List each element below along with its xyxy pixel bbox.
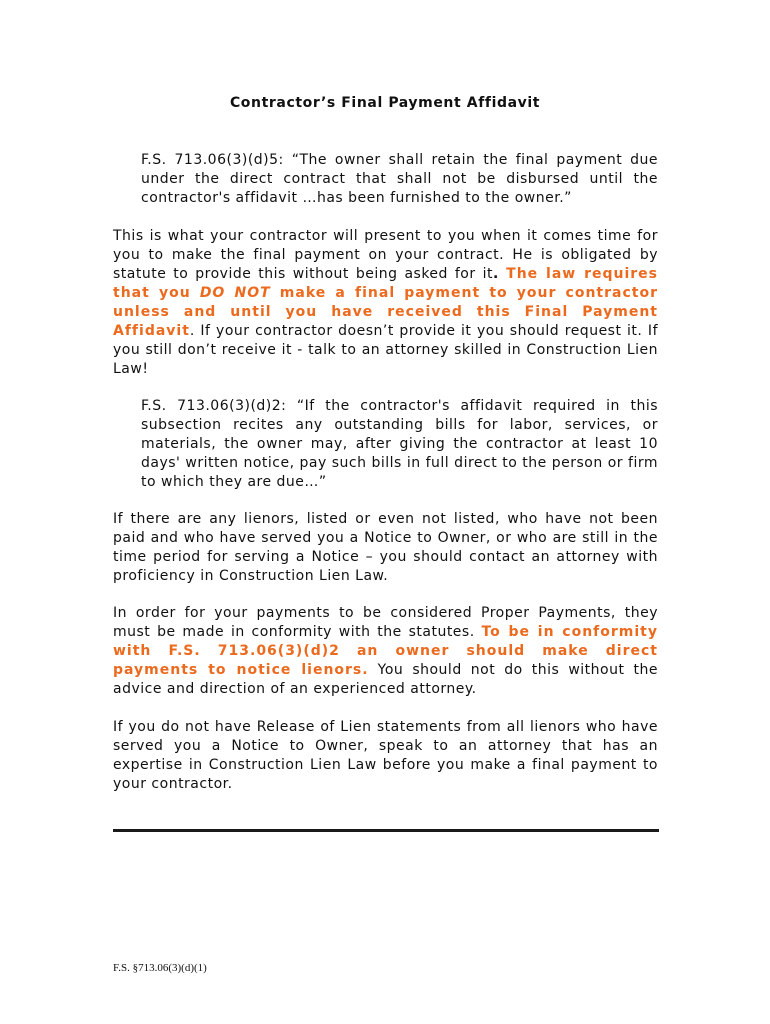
warning-text-a: The law requires that you <box>113 266 658 301</box>
statute-quote-2: F.S. 713.06(3)(d)2: “If the contractor's affidavit required in this subsection recites any outstanding bills for labor, services, or materials, the owner may, after giving the contractor at least 10 days' written notice, pay such bills in full direct to the person or firm to which they are due…” <box>141 398 658 490</box>
paragraph-release-of-lien: If you do not have Release of Lien statements from all lienors who have served you a Notice to Owner, speak to an attorney that has an expertise in Construction Lien Law before you make a final payment to your contractor. <box>113 719 658 792</box>
proper-payments-lead: In order for your payments to be considered Proper Payments, they must be made in conformity with the statutes. <box>113 605 658 640</box>
proper-payments-tail: You should not do this without the advice and direction of an experienced attorney. <box>113 662 658 697</box>
horizontal-rule <box>113 829 659 832</box>
warning-emphasis-do-not: DO NOT <box>199 285 271 301</box>
conformity-highlight: To be in conformity with F.S. 713.06(3)(d)2 an owner should make direct payments to notice lienors. <box>113 624 658 678</box>
document-title: Contractor’s Final Payment Affidavit <box>229 95 541 111</box>
paragraph-final-payment <box>113 227 658 379</box>
paragraph-lead-end: . <box>492 266 507 282</box>
paragraph-lead-text: This is what your contractor will present to you when it comes time for you to make the final payment on your contract. He is obligated by statute to provide this without being asked for it <box>113 228 658 282</box>
paragraph-lienors: If there are any lienors, listed or even not listed, who have not been paid and who have served you a Notice to Owner, or who are still in the time period for serving a Notice – you should contact an attorney with proficiency in Construction Lien Law. <box>113 511 658 584</box>
paragraph-proper-payments <box>113 604 658 699</box>
paragraph-tail-text: . If your contractor doesn’t provide it you should request it. If you still don’t receive it - talk to an attorney skilled in Construction Lien Law! <box>113 323 658 377</box>
footer-citation: F.S. §713.06(3)(d)(1) <box>113 962 207 974</box>
warning-text-c: make a final payment to your contractor unless and until you have received this Final Payment Affidavit <box>113 285 658 339</box>
statute-quote-1: F.S. 713.06(3)(d)5: “The owner shall retain the final payment due under the direct contract that shall not be disbursed until the contractor's affidavit …has been furnished to the owner.” <box>141 152 658 206</box>
